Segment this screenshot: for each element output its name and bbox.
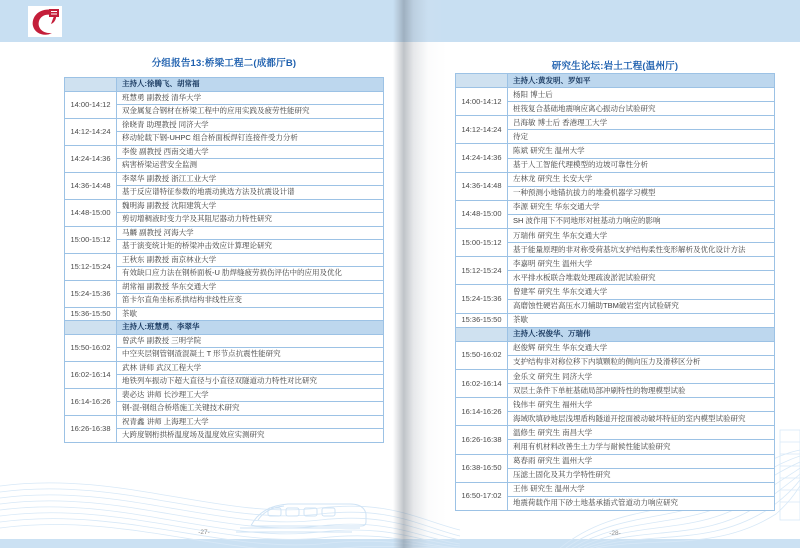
speaker-cell: 曾建军 研究生 华东交通大学	[508, 285, 775, 299]
speaker-cell: 裴必达 讲师 长沙理工大学	[117, 388, 384, 402]
talk-title-cell: 病害桥梁运营安全监测	[117, 159, 384, 173]
break-label: 茶歇	[117, 307, 384, 321]
schedule-table-right	[455, 73, 775, 511]
page-title-right: 研究生论坛:岩土工程(温州厅)	[551, 61, 679, 72]
talk-row	[456, 369, 775, 383]
logo-swirl-icon	[28, 6, 62, 37]
talk-title-cell: 高磨蚀性硬岩高压水刀辅助TBM破岩室内试验研究	[508, 299, 775, 313]
page-number-left: -27-	[198, 529, 210, 536]
chair-label: 主持人:徐腾飞、胡常福	[117, 78, 384, 92]
talk-row	[65, 199, 384, 213]
speaker-cell: 李俊 副教授 西南交通大学	[117, 145, 384, 159]
session-time: 15:12-15:24	[65, 253, 117, 280]
session-time: 16:26-16:38	[65, 415, 117, 442]
talk-row	[456, 341, 775, 355]
talk-title-cell: 桩筏复合基础地震响应离心振动台试验研究	[508, 102, 775, 116]
talk-title-cell: 双金属复合钢材在桥梁工程中的应用实践及疲劳性能研究	[117, 105, 384, 119]
speaker-cell: 万瑞伟 研究生 华东交通大学	[508, 229, 775, 243]
talk-title-cell: 利用有机材料改善生土力学与耐候性能试验研究	[508, 440, 775, 454]
page-gutter-shadow	[393, 0, 447, 548]
speaker-cell: 魏明海 副教授 沈阳建筑大学	[117, 199, 384, 213]
talk-title-cell: 剪切增稠液时变力学及其阻尼器动力特性研究	[117, 213, 384, 227]
talk-row	[456, 257, 775, 271]
talk-row	[65, 172, 384, 186]
talk-row	[65, 91, 384, 105]
speaker-cell: 王伟 研究生 温州大学	[508, 482, 775, 496]
talk-title-cell: 基于人工智能代理模型的边坡可靠性分析	[508, 158, 775, 172]
page-title-left: 分组报告13:桥梁工程二(成都厅B)	[151, 58, 297, 69]
session-time: 16:14-16:26	[456, 398, 508, 426]
talk-title-cell: 基于反应谱特征参数的地震动挑选方法及抗震设计谱	[117, 186, 384, 200]
chair-label: 主持人:黄发明、罗如平	[508, 74, 775, 88]
chair-label: 主持人:班慧勇、李翠华	[117, 321, 384, 335]
chair-row	[65, 78, 384, 92]
speaker-cell: 李嘉明 研究生 温州大学	[508, 257, 775, 271]
talk-title-cell: 双层土条件下单桩基础局部冲刷特性的物理模型试验	[508, 384, 775, 398]
talk-row	[65, 388, 384, 402]
session-time: 15:00-15:12	[65, 226, 117, 253]
talk-row	[456, 426, 775, 440]
speaker-cell: 李翠华 副教授 浙江工业大学	[117, 172, 384, 186]
talk-row	[65, 334, 384, 348]
break-row	[456, 313, 775, 327]
talk-title-cell: 基于演变统计矩的桥梁冲击效应计算理论研究	[117, 240, 384, 254]
session-time: 14:00-14:12	[456, 88, 508, 116]
chair-time-cell	[456, 74, 508, 88]
speaker-cell: 武林 讲师 武汉工程大学	[117, 361, 384, 375]
speaker-cell: 金乐文 研究生 同济大学	[508, 369, 775, 383]
break-label: 茶歇	[508, 313, 775, 327]
talk-row	[456, 398, 775, 412]
speaker-cell: 王秋东 副教授 南京林业大学	[117, 253, 384, 267]
talk-row	[65, 226, 384, 240]
session-time: 14:24-14:36	[456, 144, 508, 172]
session-time: 15:00-15:12	[456, 229, 508, 257]
schedule-table-left	[64, 77, 384, 443]
chair-row	[65, 321, 384, 335]
speaker-cell: 温修生 研究生 南昌大学	[508, 426, 775, 440]
session-time: 16:26-16:38	[456, 426, 508, 454]
speaker-cell: 马麟 副教授 河海大学	[117, 226, 384, 240]
talk-title-cell: 地铁列车振动下超大直径与小直径双隧道动力特性对比研究	[117, 375, 384, 389]
talk-title-cell: 大跨度钢桁拱桥温度场及温度效应实测研究	[117, 429, 384, 443]
chair-row	[456, 327, 775, 341]
speaker-cell: 胡常福 副教授 华东交通大学	[117, 280, 384, 294]
speaker-cell: 钱伟丰 研究生 福州大学	[508, 398, 775, 412]
session-time: 16:02-16:14	[65, 361, 117, 388]
talk-title-cell: 笛卡尔直角坐标系拱结构非线性应变	[117, 294, 384, 308]
chair-time-cell	[65, 321, 117, 335]
session-time: 14:36-14:48	[456, 172, 508, 200]
talk-row	[456, 229, 775, 243]
talk-row	[456, 285, 775, 299]
talk-row	[456, 88, 775, 102]
talk-title-cell: 移动轮载下钢-UHPC 组合桥面板焊钉连接件受力分析	[117, 132, 384, 146]
speaker-cell: 祝青鑫 讲师 上海理工大学	[117, 415, 384, 429]
talk-title-cell: 中空夹层钢管钢渣混凝土 T 形节点抗震性能研究	[117, 348, 384, 362]
session-time: 14:12-14:24	[456, 116, 508, 144]
session-time: 16:14-16:26	[65, 388, 117, 415]
talk-row	[456, 116, 775, 130]
speaker-cell: 徐晓青 助理教授 同济大学	[117, 118, 384, 132]
speaker-cell: 葛春雨 研究生 温州大学	[508, 454, 775, 468]
talk-row	[456, 200, 775, 214]
chair-row	[456, 74, 775, 88]
train-outline-icon	[236, 504, 366, 532]
talk-title-cell: 支护结构非对称位移下内填颗粒的侧向压力及滑移区分析	[508, 355, 775, 369]
session-time: 16:50-17:02	[456, 482, 508, 510]
session-time: 15:50-16:02	[65, 334, 117, 361]
talk-title-cell: 一种预测小地锚抗拔力的堆叠机器学习模型	[508, 186, 775, 200]
talk-title-cell: 压滤土固化及其力学特性研究	[508, 468, 775, 482]
session-time: 15:50-16:02	[456, 341, 508, 369]
break-row	[65, 307, 384, 321]
talk-row	[65, 253, 384, 267]
session-time: 14:00-14:12	[65, 91, 117, 118]
talk-title-cell: 待定	[508, 130, 775, 144]
speaker-cell: 陈斌 研究生 温州大学	[508, 144, 775, 158]
talk-row	[456, 454, 775, 468]
talk-row	[65, 415, 384, 429]
speaker-cell: 曾武华 副教授 三明学院	[117, 334, 384, 348]
talk-row	[456, 482, 775, 496]
speaker-cell: 左林龙 研究生 长安大学	[508, 172, 775, 186]
conference-brand-logo	[28, 6, 62, 37]
speaker-cell: 李源 研究生 华东交通大学	[508, 200, 775, 214]
talk-title-cell: 钢-混-钢组合桥塔施工关键技术研究	[117, 402, 384, 416]
talk-title-cell: SH 波作用下不同地形对桩基动力响应的影响	[508, 214, 775, 228]
page-number-right: -28-	[609, 530, 621, 537]
session-time: 14:24-14:36	[65, 145, 117, 172]
talk-row	[65, 145, 384, 159]
session-time: 15:12-15:24	[456, 257, 508, 285]
talk-title-cell: 海域吹填砂地层浅埋盾构隧道开挖面被动破坏特征的室内模型试验研究	[508, 412, 775, 426]
talk-row	[65, 118, 384, 132]
session-time: 16:38-16:50	[456, 454, 508, 482]
session-time: 14:48-15:00	[456, 200, 508, 228]
speaker-cell: 班慧勇 副教授 清华大学	[117, 91, 384, 105]
session-time: 14:12-14:24	[65, 118, 117, 145]
chair-time-cell	[65, 78, 117, 92]
session-time: 15:24-15:36	[456, 285, 508, 313]
talk-row	[65, 361, 384, 375]
speaker-cell: 赵俊辉 研究生 华东交通大学	[508, 341, 775, 355]
session-time: 14:36-14:48	[65, 172, 117, 199]
talk-title-cell: 基于能量原理的非对称受荷基坑支护结构柔性变形解析及优化设计方法	[508, 243, 775, 257]
session-time: 15:24-15:36	[65, 280, 117, 307]
speaker-cell: 吕海敏 博士后 香港理工大学	[508, 116, 775, 130]
talk-title-cell: 有效缺口应力法在钢桥面板-U 肋焊缝疲劳损伤评估中的应用及优化	[117, 267, 384, 281]
session-time: 15:36-15:50	[456, 313, 508, 327]
chair-label: 主持人:祝俊华、万瑞伟	[508, 327, 775, 341]
session-time: 14:48-15:00	[65, 199, 117, 226]
session-time: 16:02-16:14	[456, 369, 508, 397]
header-band	[0, 0, 800, 42]
speaker-cell: 杨阳 博士后	[508, 88, 775, 102]
talk-title-cell: 地震荷载作用下砂土地基承插式管道动力响应研究	[508, 496, 775, 510]
talk-row	[456, 172, 775, 186]
talk-title-cell: 水平排水板联合堆载处理疏浚淤泥试验研究	[508, 271, 775, 285]
footer-band	[0, 539, 800, 548]
talk-row	[456, 144, 775, 158]
talk-row	[65, 280, 384, 294]
session-time: 15:36-15:50	[65, 307, 117, 321]
chair-time-cell	[456, 327, 508, 341]
